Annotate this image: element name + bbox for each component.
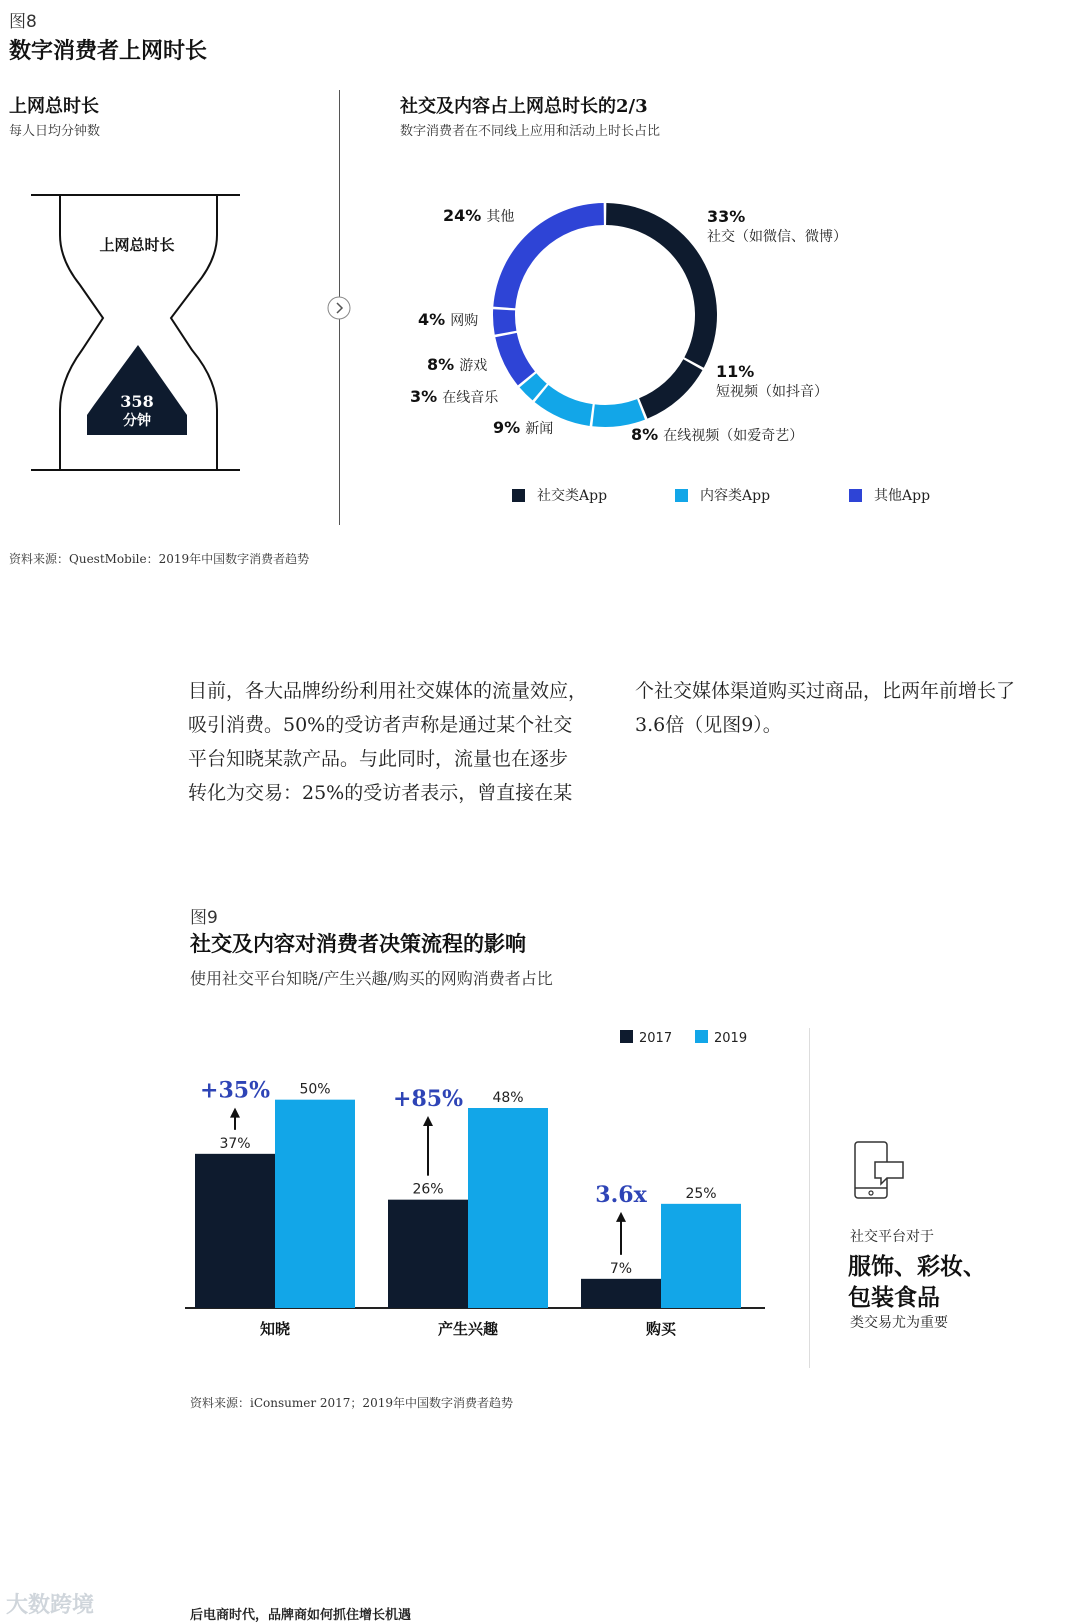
slice-label-short-video [716, 362, 828, 401]
donut-slice [493, 309, 516, 334]
legend-swatch-2017 [620, 1030, 633, 1043]
hourglass-label: 上网总时长 [99, 236, 175, 254]
body-paragraph-right [635, 674, 1065, 742]
slice-pct: 4% [418, 310, 446, 329]
slice-cat: 游戏 [459, 358, 488, 374]
body-paragraph-left [188, 674, 618, 810]
pie-chart-title: 社交及内容占上网总时长的2/3 [400, 96, 648, 117]
slice-label-social [707, 207, 847, 246]
growth-arrow-head [230, 1108, 240, 1118]
body-line: 吸引消费。50%的受访者声称是通过某个社交 [188, 714, 573, 736]
slice-pct: 8% [427, 355, 455, 374]
slice-pct: 3% [410, 387, 438, 406]
total-time-title: 上网总时长 [9, 96, 99, 117]
slice-pct: 8% [631, 425, 659, 444]
slice-label-music [410, 387, 498, 407]
bar-2019 [661, 1204, 741, 1308]
total-time-subtitle: 每人日均分钟数 [9, 124, 101, 139]
chevron-right-icon [326, 295, 352, 321]
slice-cat: 网购 [450, 313, 479, 329]
slice-cat: 新闻 [525, 421, 554, 437]
watermark-logo: 大数跨境 [6, 1593, 95, 1618]
legend-label-content: 内容类App [700, 488, 771, 504]
slice-cat: 在线音乐 [442, 390, 499, 406]
figure-9-source: 资料来源：iConsumer 2017；2019年中国数字消费者趋势 [190, 1396, 513, 1410]
pie-chart-subtitle: 数字消费者在不同线上应用和活动上时长占比 [400, 124, 661, 139]
legend-label-social: 社交类App [537, 488, 608, 504]
bar-chart [180, 1030, 780, 1380]
slice-cat: 短视频（如抖音） [716, 384, 828, 400]
figure-9-divider [809, 1028, 810, 1368]
growth-label: +85% [393, 1086, 463, 1112]
bar-2017 [195, 1154, 275, 1308]
legend-label-2019: 2019 [714, 1031, 748, 1046]
bar-2019 [468, 1108, 548, 1308]
bar-value-label: 48% [492, 1090, 524, 1106]
side-note-intro: 社交平台对于 [850, 1229, 934, 1245]
bar-value-label: 50% [299, 1081, 331, 1098]
figure-9-title: 社交及内容对消费者决策流程的影响 [190, 931, 526, 956]
footer-title: 后电商时代，品牌商如何抓住增长机遇 [190, 1608, 412, 1623]
legend-label-2017: 2017 [639, 1031, 673, 1046]
growth-label: 3.6x [595, 1181, 647, 1208]
legend-swatch-content [675, 489, 688, 502]
slice-label-games [427, 355, 487, 375]
legend-swatch-other [849, 489, 862, 502]
slice-label-news [493, 418, 553, 438]
slice-cat: 其他 [486, 209, 515, 225]
bar-2019 [275, 1100, 355, 1308]
side-note-highlight-1: 服饰、彩妆、 [848, 1253, 986, 1280]
donut-slice [495, 333, 535, 385]
legend-swatch-social [512, 489, 525, 502]
slice-label-shopping [418, 310, 478, 330]
body-line: 个社交媒体渠道购买过商品，比两年前增长了 [635, 680, 1016, 702]
slice-pct: 33% [707, 207, 746, 226]
slice-pct: 9% [493, 418, 521, 437]
category-label: 购买 [645, 1320, 677, 1338]
legend-swatch-2019 [695, 1030, 708, 1043]
category-label: 产生兴趣 [437, 1320, 499, 1338]
hourglass-value: 358 [120, 392, 154, 411]
body-line: 平台知晓某款产品。与此同时，流量也在逐步 [188, 748, 569, 770]
figure-8-title: 数字消费者上网时长 [9, 38, 208, 64]
hourglass-illustration [0, 180, 250, 480]
bar-value-label: 26% [412, 1181, 444, 1198]
slice-pct: 24% [443, 206, 482, 225]
bar-value-label: 25% [685, 1185, 717, 1202]
body-line: 3.6倍（见图9）。 [635, 714, 782, 736]
slice-cat: 在线视频（如爱奇艺） [663, 428, 804, 444]
bar-value-label: 37% [219, 1135, 251, 1152]
slice-label-other [443, 206, 514, 226]
figure-9-label: 图9 [190, 908, 218, 928]
body-line: 转化为交易：25%的受访者表示，曾直接在某 [188, 782, 573, 804]
phone-chat-icon [853, 1140, 909, 1202]
bar-value-label: 7% [609, 1260, 633, 1277]
donut-chart [480, 190, 730, 440]
legend-label-other: 其他App [874, 488, 931, 504]
slice-pct: 11% [716, 362, 755, 381]
donut-slice [592, 399, 645, 427]
figure-9-subtitle: 使用社交平台知晓/产生兴趣/购买的网购消费者占比 [190, 969, 553, 988]
bar-2017 [581, 1279, 661, 1308]
category-label: 知晓 [259, 1320, 291, 1338]
donut-slice [606, 203, 717, 368]
side-note-highlight-2: 包装食品 [848, 1284, 940, 1311]
slice-cat: 社交（如微信、微博） [707, 229, 847, 245]
body-line: 目前，各大品牌纷纷利用社交媒体的流量效应， [188, 680, 588, 702]
growth-label: +35% [200, 1077, 270, 1104]
growth-arrow-head [616, 1212, 626, 1222]
figure-8-source: 资料来源：QuestMobile：2019年中国数字消费者趋势 [9, 552, 310, 566]
growth-arrow-head [423, 1116, 433, 1126]
side-note-outro: 类交易尤为重要 [850, 1315, 948, 1331]
slice-label-online-video [631, 425, 803, 445]
donut-slice [639, 359, 702, 418]
figure-8-label: 图8 [9, 12, 37, 32]
hourglass-unit: 分钟 [123, 413, 151, 429]
bar-2017 [388, 1200, 468, 1308]
